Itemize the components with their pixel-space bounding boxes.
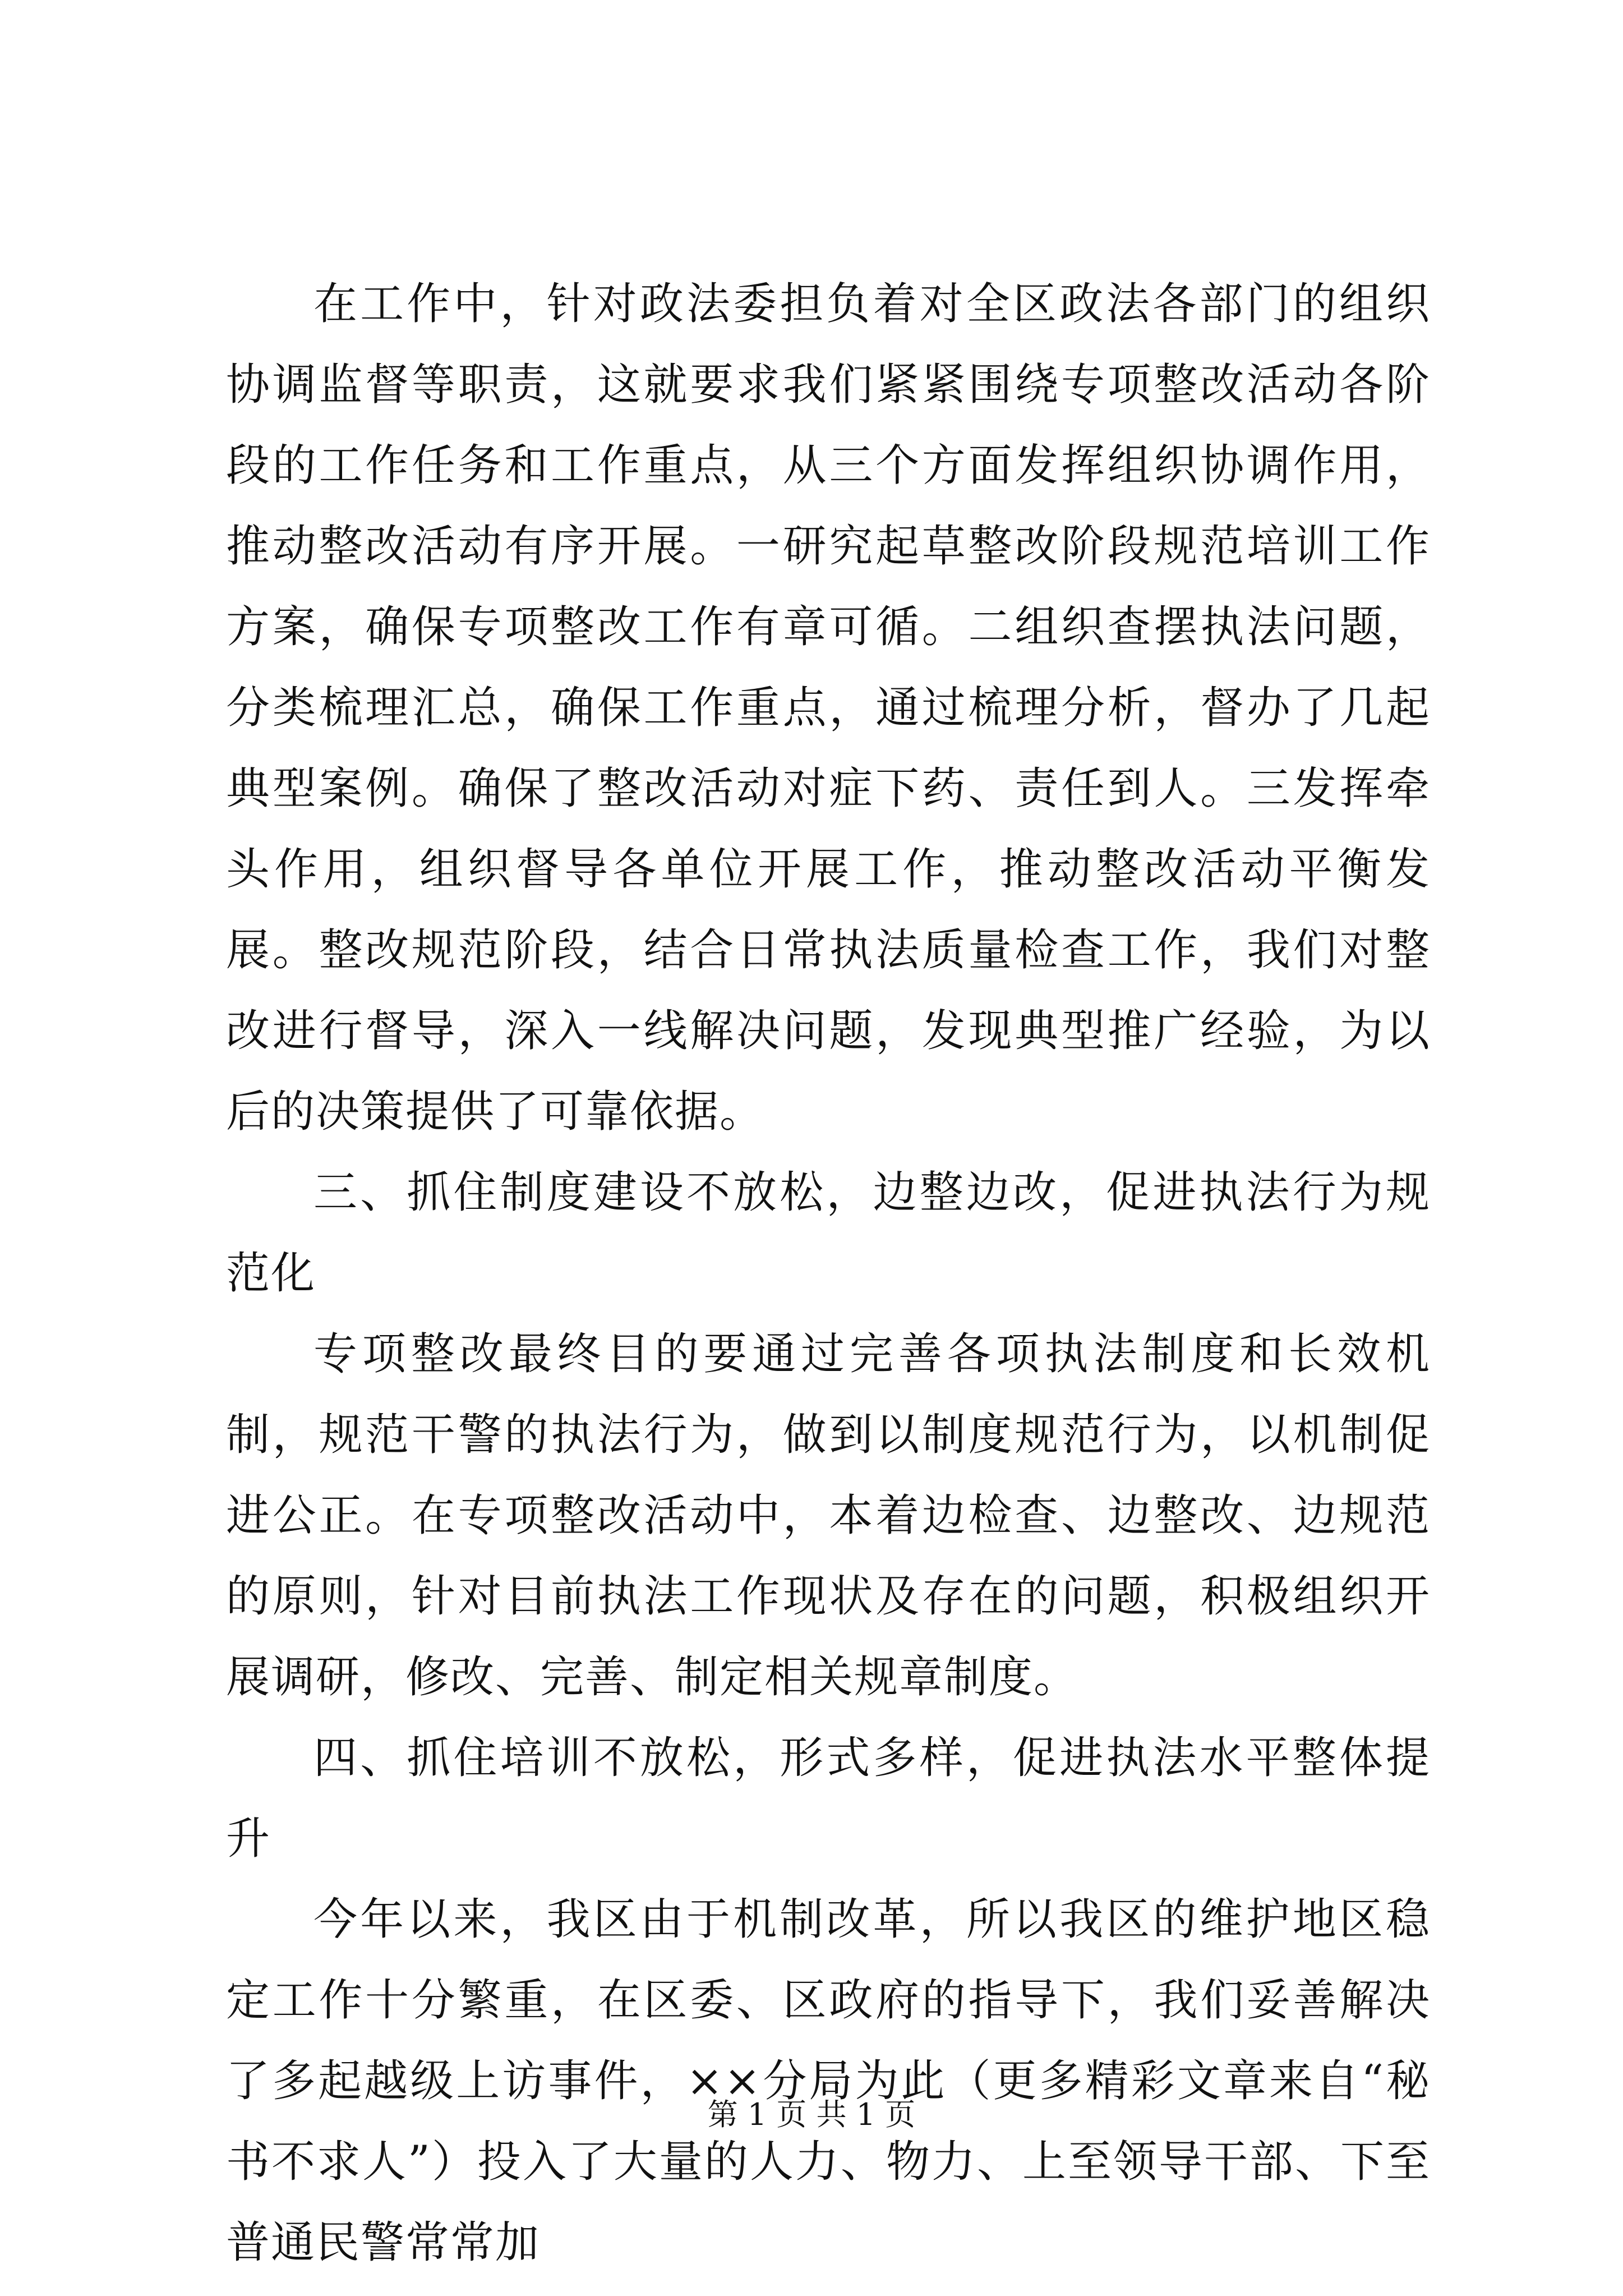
section-heading: 四、抓住培训不放松，形式多样，促进执法水平整体提升 — [226, 1733, 1431, 1864]
section-heading: 三、抓住制度建设不放松，边整边改，促进执法行为规范化 — [226, 1167, 1431, 1299]
paragraph: 专项整改最终目的要通过完善各项执法制度和长效机制，规范干警的执法行为，做到以制度规范行为，以机制促进公正。在专项整改活动中，本着边检查、边整改、边规范的原则，针对目前执法工作现状及存在的问题，积极组织开展调研，修改、完善、制定相关规章制度。 — [226, 1329, 1431, 1703]
page-footer: 第 1 页 共 1 页 — [707, 2097, 916, 2132]
paragraph: 今年以来，我区由于机制改革，所以我区的维护地区稳定工作十分繁重，在区委、区政府的指导下，我们妥善解决了多起越级上访事件，××分局为此（更多精彩文章来自“秘书不求人”）投入了大量的人力、物力、上至领导干部、下至普通民警常常加 — [226, 1894, 1431, 2268]
paragraph: 在工作中，针对政法委担负着对全区政法各部门的组织协调监督等职责，这就要求我们紧紧围绕专项整改活动各阶段的工作任务和工作重点，从三个方面发挥组织协调作用，推动整改活动有序开展。一研究起草整改阶段规范培训工作方案，确保专项整改工作有章可循。二组织查摆执法问题，分类梳理汇总，确保工作重点，通过梳理分析，督办了几起典型案例。确保了整改活动对症下药、责任到人。三发挥牵头作用，组织督导各单位开展工作，推动整改活动平衡发展。整改规范阶段，结合日常执法质量检查工作，我们对整改进行督导，深入一线解决问题，发现典型推广经验，为以后的决策提供了可靠依据。 — [226, 279, 1431, 1137]
document-body — [226, 264, 1431, 2283]
